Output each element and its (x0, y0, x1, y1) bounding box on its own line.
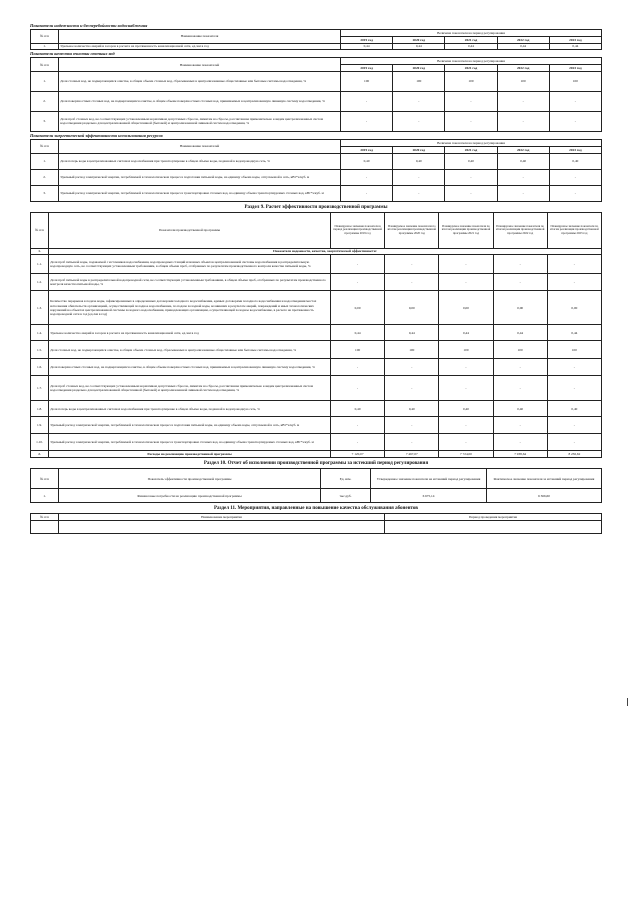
row-value: 100 (341, 71, 393, 91)
row-num: 1.2. (31, 274, 49, 291)
row-value: 7 938,64 (493, 451, 547, 458)
row-value: 0,40 (493, 401, 547, 417)
measures-table (30, 513, 602, 533)
row-value: 100 (493, 341, 547, 359)
row-value: 0,00 (385, 291, 439, 325)
col-num-header: № п/п (31, 514, 59, 521)
row-unit: тыс.руб. (321, 489, 371, 503)
row-value: 0,00 (493, 291, 547, 325)
row-value: 8 236,62 (547, 451, 601, 458)
row-num: 1. (31, 71, 59, 91)
year-header: 2023 год (549, 36, 601, 43)
row-value: 0,44 (393, 43, 445, 50)
col-name-header: Наименование показателя (59, 30, 341, 44)
row-value: - (385, 274, 439, 291)
section-reliability-title: Показатели надежности и бесперебойности водоснабжения (30, 23, 148, 28)
row-value: - (549, 111, 601, 131)
row-value: - (445, 91, 497, 111)
row-value: - (331, 359, 385, 376)
row-value: - (439, 434, 493, 451)
col-num-header: № п/п (31, 58, 59, 72)
row-plan: 6 675,14 (371, 489, 487, 503)
row-value: - (547, 274, 601, 291)
row-num: 1.9. (31, 417, 49, 434)
col-num-header: № п/п (31, 469, 59, 489)
row-value: - (493, 359, 547, 376)
row-value: 0,44 (493, 325, 547, 341)
row-value: - (549, 185, 601, 201)
col-group-header: Величина показателя на период регулирования (341, 30, 602, 37)
row-num: 2. (31, 91, 59, 111)
row-value: - (493, 255, 547, 274)
row-value: - (341, 91, 393, 111)
col-plan-header: Планируемое значение показателя по итогам реализации производственной программы 2023 год (547, 212, 601, 248)
row-num: 1.8. (31, 401, 49, 417)
row-value: - (331, 417, 385, 434)
row-num: 1. (31, 248, 49, 255)
table-row (31, 153, 602, 169)
row-value: - (393, 111, 445, 131)
row-name: Доля проб сточных вод, не соответствующих установленным нормативам допустимых сбросов, лимитам на сбросы, рассчитанная применительно к видам централизованных систем водоотведения раздельно для централизованной общесплавной (бытовой) и централизованной ливневой систем водоотведения, % (59, 111, 341, 131)
row-value: - (439, 417, 493, 434)
row-value: - (393, 185, 445, 201)
col-plan-header: Планируемое значение показателя в период реализации производственной программы 2019 год (331, 212, 385, 248)
year-header: 2023 год (549, 65, 601, 72)
col-name-header: Показатель эффективности производственной программы (59, 469, 321, 489)
group-row (31, 248, 602, 255)
col-plan-header: Планируемое значение показателя по итогам реализации производственной программы 2022 год (493, 212, 547, 248)
row-value: - (547, 434, 601, 451)
col-num-header: № п/п (31, 139, 59, 153)
row-name: Удельное количество аварий и засоров в расчете на протяженность канализационной сети, ед./км в год (49, 325, 331, 341)
row-value: - (439, 255, 493, 274)
row-value: - (497, 111, 549, 131)
row-fact: 6 366,60 (487, 489, 602, 503)
row-name: Расходы на реализацию производственной программы (49, 451, 331, 458)
year-header: 2023 год (549, 146, 601, 153)
row-value: - (547, 359, 601, 376)
col-name-header: Наименование показателей (59, 139, 341, 153)
section-energy-title: Показатели энергетической эффективности использования ресурсов (30, 132, 163, 138)
scan-artifact-mark (627, 698, 628, 706)
row-value: - (331, 376, 385, 401)
row-value: - (549, 91, 601, 111)
year-header: 2022 год (497, 36, 549, 43)
reliability-table (30, 29, 602, 50)
row-value: 0,44 (497, 43, 549, 50)
row-name: Удельное количество аварий и засоров в расчете на протяженность канализационной сети, ед./км в год (59, 43, 341, 50)
col-date-header: Период проведения мероприятия (385, 514, 602, 521)
row-value: 0,44 (547, 325, 601, 341)
row-num: 1. (31, 489, 59, 503)
section-10-title: Раздел 10. Отчет об исполнении производственной программы за истекший период регулирования (203, 461, 429, 467)
table-row (31, 169, 602, 185)
col-fact-header: Фактическое значение показателя за истекший период регулирования (487, 469, 602, 489)
row-num: 1. (31, 153, 59, 169)
row-num: 1.3. (31, 291, 49, 325)
row-num: 1.7. (31, 376, 49, 401)
row-num: 1.4. (31, 325, 49, 341)
row-value: - (439, 274, 493, 291)
energy-table (30, 139, 602, 202)
row-value: - (385, 434, 439, 451)
row-value: 100 (385, 341, 439, 359)
row-value: 0,40 (549, 153, 601, 169)
table-row (31, 91, 602, 111)
row-value: - (445, 169, 497, 185)
table-row (31, 489, 602, 503)
row-value: - (439, 359, 493, 376)
col-num-header: № п/п (31, 212, 49, 248)
row-num: 1.5. (31, 341, 49, 359)
row-value: - (385, 255, 439, 274)
row-value: 7 120,07 (331, 451, 385, 458)
year-header: 2020 год (393, 36, 445, 43)
row-value: - (393, 91, 445, 111)
row-value: 100 (549, 71, 601, 91)
table-row (31, 291, 602, 325)
row-value: 0,40 (547, 401, 601, 417)
row-value: - (445, 185, 497, 201)
wastewater-quality-table (30, 57, 602, 132)
table-row (31, 255, 602, 274)
row-value: - (497, 91, 549, 111)
table-row (31, 417, 602, 434)
row-name: Удельный расход электрической энергии, потребляемой в технологическом процессе подготовки питьевой воды, на единицу объема воды, отпускаемой в сеть, кВт*ч/куб. м (59, 169, 341, 185)
row-num: 2. (31, 451, 49, 458)
row-value: 0,00 (331, 291, 385, 325)
row-value: - (331, 255, 385, 274)
year-header: 2022 год (497, 146, 549, 153)
section-9-title: Раздел 9. Расчет эффективности производственной программы (244, 204, 388, 210)
table-row (31, 359, 602, 376)
col-name-header: Показатели производственной программы (49, 212, 331, 248)
group-row-title: Показатели надежности, качества, энергетической эффективности: (49, 248, 602, 255)
row-value: - (341, 111, 393, 131)
col-plan-header: Планируемое значение показателя по итогам реализации производственной программы 2021 год (439, 212, 493, 248)
row-value: 100 (331, 341, 385, 359)
empty-cell (385, 520, 602, 533)
table-row (31, 434, 602, 451)
table-row (31, 376, 602, 401)
row-name: Доля сточных вод, не подвергающихся очистке, в общем объеме сточных вод, сбрасываемых в централизованные общесплавные или бытовые системы водоотведения, % (59, 71, 341, 91)
row-value: 100 (445, 71, 497, 91)
table-row (31, 71, 602, 91)
table-row (31, 43, 602, 50)
year-header: 2020 год (393, 146, 445, 153)
efficiency-table (30, 212, 602, 459)
empty-cell (59, 520, 385, 533)
row-value: 0,40 (439, 401, 493, 417)
col-unit-header: Ед. изм. (321, 469, 371, 489)
row-num: 2. (31, 169, 59, 185)
year-header: 2020 год (393, 65, 445, 72)
row-value: - (341, 169, 393, 185)
row-name: Доля проб сточных вод, не соответствующих установленным нормативам допустимых сбросов, лимитам на сбросы, рассчитанная применительно к видам централизованных систем водоотведения раздельно для централизованной общесплавной (бытовой) и централизованной ливневой систем водоотведения, % (49, 376, 331, 401)
row-name: Доля потерь воды в централизованных системах водоснабжения при транспортировке в общем объеме воды, поданной в водопроводную сеть, % (49, 401, 331, 417)
row-value: - (547, 417, 601, 434)
row-value: - (341, 185, 393, 201)
col-group-header: Величина показателя на период регулирования (341, 58, 602, 65)
year-header: 2019 год (341, 36, 393, 43)
col-num-header: № п/п (31, 30, 59, 44)
report-table (30, 468, 602, 503)
col-plan-header: Утвержденное значение показателя на истекший период регулирования (371, 469, 487, 489)
section-wastewater-quality-title: Показатели качества очистки сточных вод (30, 51, 115, 57)
row-value: 0,40 (385, 401, 439, 417)
col-plan-header: Планируемое значение показателя по итогам реализации производственной программы 2020 год (385, 212, 439, 248)
row-value: 100 (393, 71, 445, 91)
row-num: 1.6. (31, 359, 49, 376)
year-header: 2019 год (341, 146, 393, 153)
row-value: - (385, 359, 439, 376)
table-row (31, 325, 602, 341)
year-header: 2021 год (445, 65, 497, 72)
row-value: - (549, 169, 601, 185)
section-11-title: Раздел 11. Мероприятия, направленные на повышение качества обслуживания абонентов (214, 506, 418, 512)
row-value: - (547, 255, 601, 274)
row-name: Доля поверхностных сточных вод, не подвергающихся очистке, в общем объеме поверхностных сточных вод, принимаемых в централизованную ливневую систему водоотведения, % (49, 359, 331, 376)
row-value: 100 (439, 341, 493, 359)
row-value: - (385, 417, 439, 434)
row-value: 0,44 (445, 43, 497, 50)
row-value: - (547, 376, 601, 401)
row-value: 0,40 (393, 153, 445, 169)
row-value: 0,44 (385, 325, 439, 341)
row-name: Количество перерывов в подаче воды, зафиксированных в определенных договорами холодного водоснабжения, единых договорами холодного водоснабжения и водоотведения местах исполнения обязательств организацией, осуществляющей холодное водоснабжение, по подаче холодной воды, возникших в результате аварий, повреждений и иных технологических нарушений на объектах централизованной системы холодного водоснабжения, принадлежащих организации, осуществляющей холодное водоснабжение, в расчете на протяженность водопроводной сети в год (ед./км в год) (49, 291, 331, 325)
row-value: - (445, 111, 497, 131)
row-value: - (331, 274, 385, 291)
row-value: 0,44 (549, 43, 601, 50)
year-header: 2019 год (341, 65, 393, 72)
row-name: Доля проб питьевой воды, подаваемой с источников водоснабжения, водопроводных станций или иных объектов централизованной системы водоснабжения в распределительную водопроводную сеть, не соответствующих установленным требованиям, в общем объеме проб, отобранных по результатам производственного контроля качества питьевой воды, % (49, 255, 331, 274)
col-group-header: Величина показателя на период регулирования (341, 139, 602, 146)
row-value: - (497, 169, 549, 185)
row-name: Удельный расход электрической энергии, потребляемой в технологическом процессе транспортировки сточных вод, на единицу объема транспортируемых сточных вод, кВт*ч/куб. м (59, 185, 341, 201)
table-row (31, 185, 602, 201)
year-header: 2021 год (445, 36, 497, 43)
row-value: - (331, 434, 385, 451)
row-value: 7 724,00 (439, 451, 493, 458)
row-value: - (493, 417, 547, 434)
row-name: Финансовые потребности на реализацию производственной программы (59, 489, 321, 503)
col-name-header: Наименование показателей (59, 58, 341, 72)
total-row (31, 451, 602, 458)
row-value: 7 467,07 (385, 451, 439, 458)
row-num: 1.10. (31, 434, 49, 451)
row-num: 1. (31, 43, 59, 50)
row-value: - (497, 185, 549, 201)
row-name: Доля сточных вод, не подвергающихся очистке, в общем объеме сточных вод, сбрасываемых в централизованные общесплавные или бытовые системы водоотведения, % (49, 341, 331, 359)
year-header: 2021 год (445, 146, 497, 153)
row-value: 100 (497, 71, 549, 91)
row-value: 0,00 (439, 291, 493, 325)
table-row (31, 111, 602, 131)
row-num: 1.1. (31, 255, 49, 274)
row-value: - (393, 169, 445, 185)
row-value: 0,44 (439, 325, 493, 341)
empty-cell (31, 520, 59, 533)
row-value: 0,40 (341, 153, 393, 169)
row-name: Доля проб питьевой воды в распределительной водопроводной сети, не соответствующих установленным требованиям, в общем объеме проб, отобранных по результатам производственного контроля качества питьевой воды, % (49, 274, 331, 291)
row-value: - (493, 274, 547, 291)
row-value: 0,00 (547, 291, 601, 325)
year-header: 2022 год (497, 65, 549, 72)
document-page (30, 22, 602, 534)
row-value: 100 (547, 341, 601, 359)
row-value: - (493, 376, 547, 401)
row-name: Доля потерь воды в централизованных системах водоснабжения при транспортировке в общем объеме воды, поданной в водопроводную сеть, % (59, 153, 341, 169)
row-value: - (385, 376, 439, 401)
table-row (31, 341, 602, 359)
row-value: - (439, 376, 493, 401)
row-num: 3. (31, 185, 59, 201)
row-value: 0,44 (341, 43, 393, 50)
row-value: 0,40 (497, 153, 549, 169)
row-value: 0,40 (331, 401, 385, 417)
row-num: 3. (31, 111, 59, 131)
row-value: 0,40 (445, 153, 497, 169)
row-value: 0,44 (331, 325, 385, 341)
row-name: Удельный расход электрической энергии, потребляемой в технологическом процессе подготовки питьевой воды, на единицу объема воды, отпускаемой в сеть, кВт*ч/куб. м (49, 417, 331, 434)
table-row (31, 274, 602, 291)
col-name-header: Наименование мероприятия (59, 514, 385, 521)
row-name: Удельный расход электрической энергии, потребляемой в технологическом процессе транспортировки сточных вод, на единицу объема транспортируемых сточных вод, кВт*ч/куб. м (49, 434, 331, 451)
table-row (31, 401, 602, 417)
row-name: Доля поверхностных сточных вод, не подвергающихся очистке, в общем объеме поверхностных сточных вод, принимаемых в централизованную ливневую систему водоотведения, % (59, 91, 341, 111)
table-row (31, 520, 602, 533)
row-value: - (493, 434, 547, 451)
